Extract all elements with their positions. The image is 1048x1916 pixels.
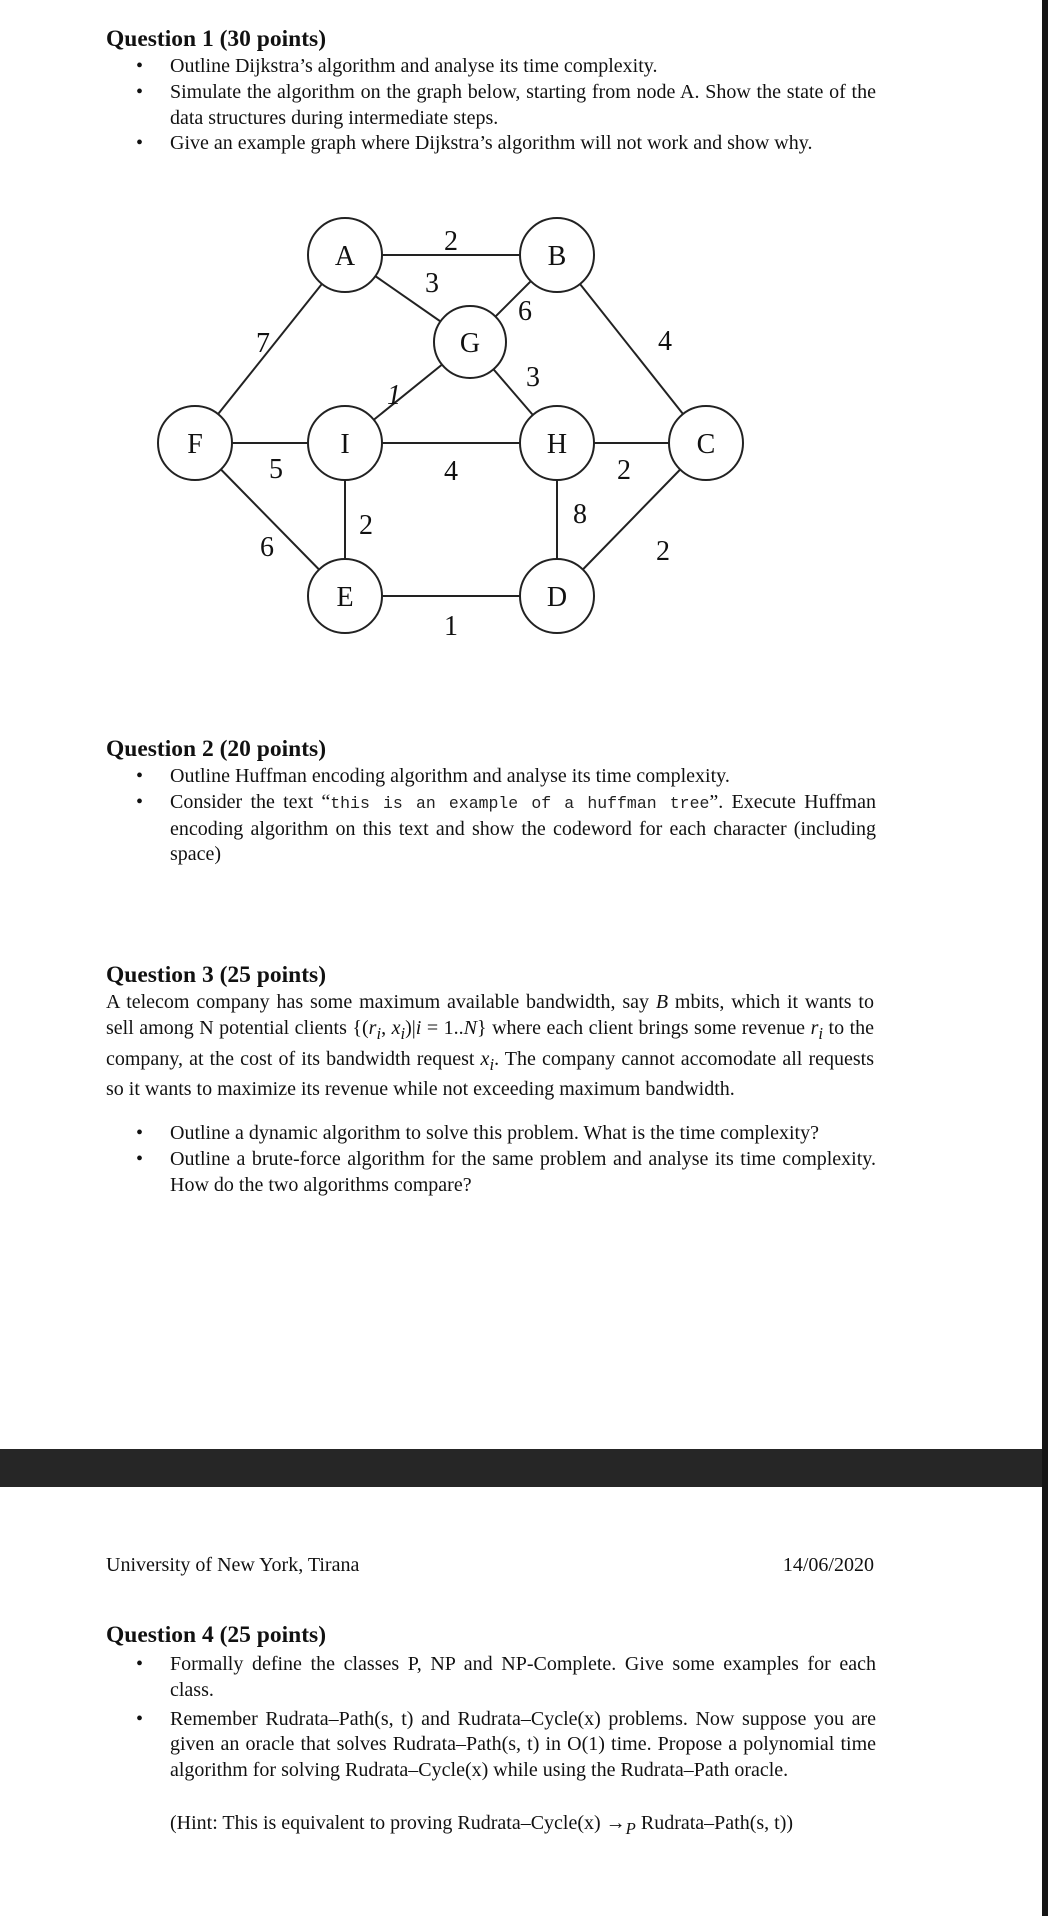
q3-bullet-list <box>170 1121 876 1198</box>
q2-title: Question 2 (20 points) <box>106 736 327 762</box>
node-E-label: E <box>336 582 354 613</box>
node-A-label: A <box>334 241 356 272</box>
weight-I-E: 2 <box>359 510 373 541</box>
node-B-label: B <box>547 241 567 272</box>
q2-bullet-list <box>170 764 876 868</box>
page2-header-date: 14/06/2020 <box>782 1554 874 1576</box>
q2-bullet-2-post: ”. Execute Huffman encoding algorithm on this text and show the codeword for each character (including space) <box>170 790 876 866</box>
weight-B-C: 4 <box>658 326 672 357</box>
node-H-label: H <box>546 429 568 460</box>
var-r-i: r <box>810 1016 819 1039</box>
q4-bullet-1: • Formally define the classes P, NP and NP-Complete. Give some examples for each class. <box>170 1652 876 1704</box>
node-D-label: D <box>546 582 568 613</box>
q4-bullet-list <box>170 1652 876 1784</box>
q4-title: Question 4 (25 points) <box>106 1622 327 1648</box>
weight-F-E: 6 <box>260 532 274 563</box>
dijkstra-graph <box>0 0 1048 700</box>
q3-bullet-2: • Outline a brute-force algorithm for the same problem and analyse its time complexity. How do the two algorithms compare? <box>170 1147 876 1199</box>
q3-title: Question 3 (25 points) <box>106 962 327 988</box>
weight-A-G: 3 <box>425 268 439 299</box>
weight-A-B: 2 <box>444 226 458 257</box>
weight-H-C: 2 <box>617 455 631 486</box>
q1-bullet-2: • Simulate the algorithm on the graph below, starting from node A. Show the state of the data structures during intermediate steps. <box>170 80 876 132</box>
q4-bullet-2: • Remember Rudrata–Path(s, t) and Rudrata–Cycle(x) problems. Now suppose you are given an oracle that solves Rudrata–Path(s, t) in O(1) time. Propose a polynomial time algorithm for solving Rudrata–Cycle(x) while using the Rudrata–Path oracle. <box>170 1707 876 1784</box>
reduction-arrow: → <box>605 1812 626 1834</box>
q2-bullet-1: • Outline Huffman encoding algorithm and analyse its time complexity. <box>170 764 876 790</box>
scroll-edge-bar <box>1042 0 1048 1916</box>
q3-bullet-1: • Outline a dynamic algorithm to solve this problem. What is the time complexity? <box>170 1121 876 1147</box>
q2-bullet-2 <box>170 790 876 868</box>
node-C-label: C <box>696 429 716 460</box>
q2-bullet-2-pre: Consider the text “ <box>170 790 331 813</box>
q1-title: Question 1 (30 points) <box>106 26 327 52</box>
q4-hint: (Hint: This is equivalent to proving Rudrata–Cycle(x) $\to_P$ Rudrata–Path(s, t)) <box>170 1812 794 1838</box>
node-F-label: F <box>187 429 203 460</box>
weight-I-H: 4 <box>444 456 458 487</box>
client-set-notation: {($r_i$, $x_i)|i = 1..N$} <box>352 1016 487 1043</box>
var-x-i: x <box>480 1047 490 1070</box>
weight-E-D: 1 <box>444 611 458 642</box>
q1-bullet-3: • Give an example graph where Dijkstra’s algorithm will not work and show why. <box>170 131 876 157</box>
huffman-sample-text: this is an example of a huffman tree <box>330 793 710 813</box>
page2-header-university: University of New York, Tirana <box>106 1554 360 1576</box>
weight-C-D: 2 <box>656 536 670 567</box>
weight-B-G: 6 <box>518 296 532 327</box>
node-G-label: G <box>459 328 481 359</box>
weight-F-I: 5 <box>269 454 283 485</box>
weight-G-H: 3 <box>526 362 540 393</box>
weight-G-I: 1 <box>387 380 401 411</box>
weight-A-F: 7 <box>256 328 270 359</box>
node-I-label: I <box>340 429 350 460</box>
var-B: B <box>655 991 669 1013</box>
weight-H-D: 8 <box>573 499 587 530</box>
q1-bullet-1: • Outline Dijkstra’s algorithm and analyse its time complexity. <box>170 54 876 80</box>
q3-paragraph: A telecom company has some maximum available bandwidth, say B mbits, which it wants to sell among N potential clients {($r_i$, $x_i)|i = 1..N$} where each client brings some revenue $r_i$ to the company, at the cost of its bandwidth request $x_i$. The company cannot accomodate all requests so it wants to maximize its revenue while not exceeding maximum bandwidth. <box>106 991 875 1101</box>
page-break-band <box>0 1449 1048 1487</box>
